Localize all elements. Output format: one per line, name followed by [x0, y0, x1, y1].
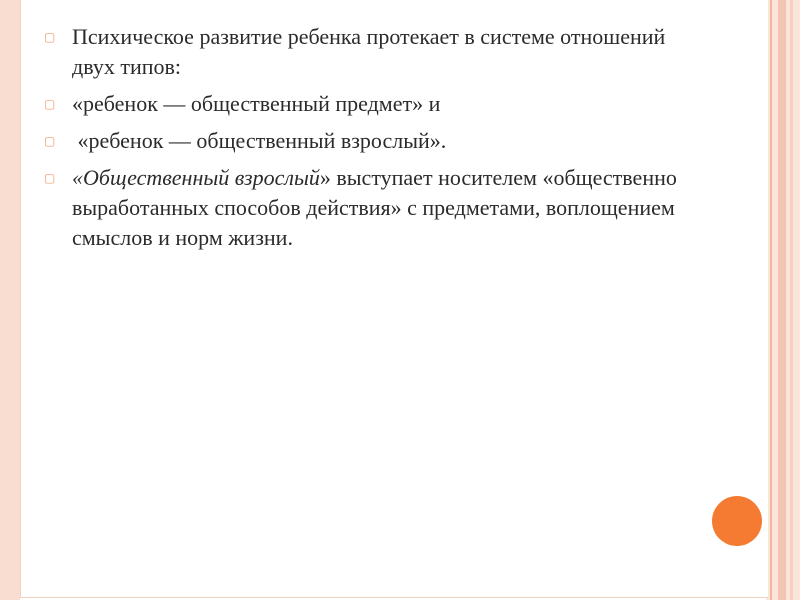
- bullet-text: » выступает носителем «общественно выработанных способов действия» с предметами, воплощением смыслов и норм жизни.: [72, 165, 677, 250]
- bullet-item: [44, 163, 684, 253]
- frame-right-stripe: [790, 0, 793, 600]
- bullet-marker-icon: ▢: [44, 134, 56, 148]
- frame-right-stripe: [778, 0, 786, 600]
- bullet-marker-icon: ▢: [44, 171, 56, 185]
- bullet-text: «ребенок — общественный взрослый».: [72, 128, 447, 153]
- bullet-marker-icon: ▢: [44, 97, 56, 111]
- bullet-marker-icon: ▢: [44, 30, 56, 44]
- bullet-item: [44, 89, 684, 119]
- bullet-text: Психическое развитие ребенка протекает в системе отношений двух типов:: [72, 24, 666, 79]
- bullet-item: [44, 126, 684, 156]
- frame-right-stripe: [770, 0, 772, 600]
- bullet-italic-text: «Общественный взрослый: [72, 165, 320, 190]
- orange-circle-decoration: [712, 496, 762, 546]
- bullet-item: [44, 22, 684, 82]
- bullet-list: [44, 22, 684, 260]
- frame-left-band: [0, 0, 20, 600]
- bullet-text: «ребенок — общественный предмет» и: [72, 91, 441, 116]
